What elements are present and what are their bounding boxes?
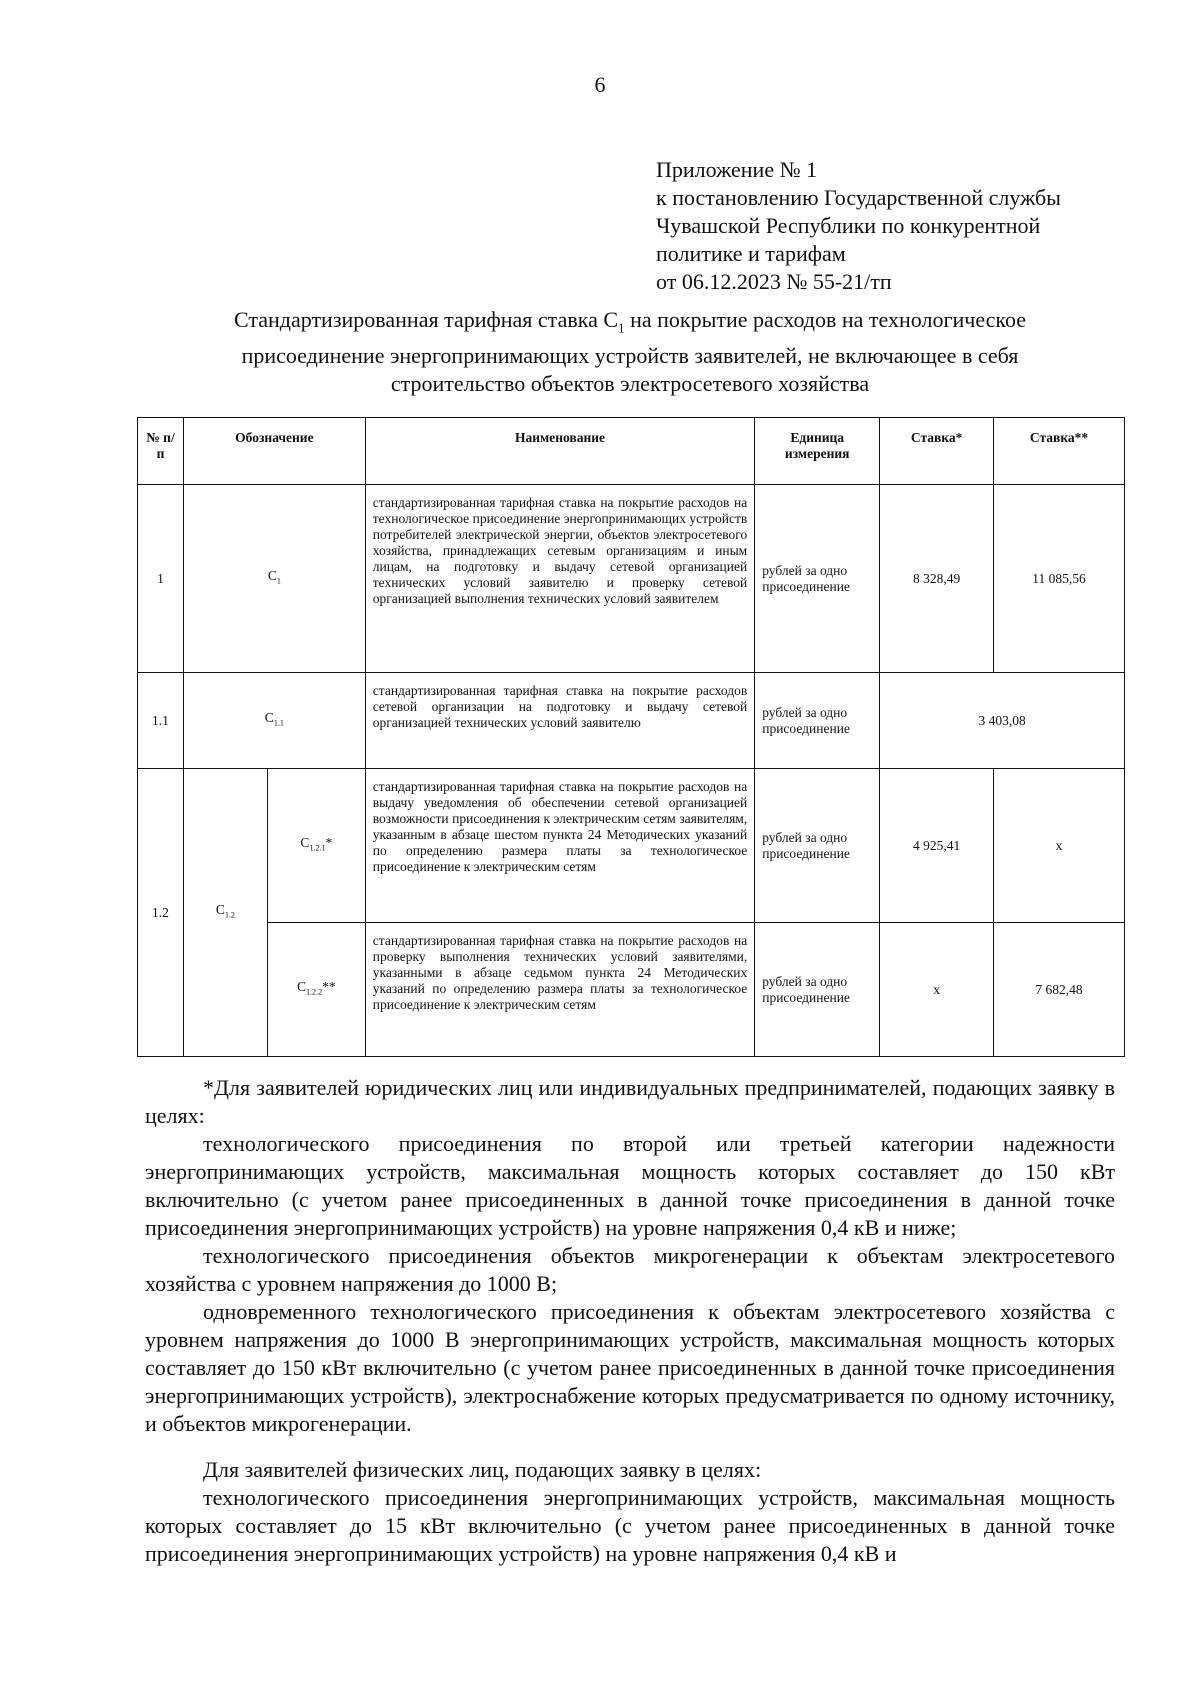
row-unit: рублей за одно присоединение bbox=[755, 485, 880, 673]
page-number: 6 bbox=[594, 72, 606, 97]
row-name: стандартизированная тарифная ставка на покрытие расходов сетевой организации на подготовку и выдачу сетевой организацией технических условий заявителю bbox=[365, 673, 754, 769]
row-num: 1.2 bbox=[138, 769, 184, 1057]
row-rate-1: 4 925,41 bbox=[880, 769, 994, 923]
header-name: Наименование bbox=[365, 418, 754, 485]
header-rate-1: Ставка* bbox=[880, 418, 994, 485]
title-line-2: присоединение энергопринимающих устройств заявителей, не включающее в себя bbox=[241, 343, 1019, 369]
table-row bbox=[138, 923, 1125, 1057]
appendix-header bbox=[656, 156, 1061, 296]
row-designation: $С_{1.2}$ bbox=[183, 769, 267, 1057]
row-rate-merged: 3 403,08 bbox=[880, 673, 1125, 769]
row-rate-2: 11 085,56 bbox=[994, 485, 1125, 673]
row-rate-2: 7 682,48 bbox=[994, 923, 1125, 1057]
table-row bbox=[138, 673, 1125, 769]
header-designation: Обозначение bbox=[183, 418, 365, 485]
appendix-line: к постановлению Государственной службы bbox=[656, 185, 1061, 210]
row-designation: $С_1$ bbox=[183, 485, 365, 673]
row-unit: рублей за одно присоединение bbox=[755, 769, 880, 923]
table-header-row bbox=[138, 418, 1125, 485]
appendix-line: Чувашской Республики по конкурентной bbox=[656, 213, 1041, 238]
row-name: стандартизированная тарифная ставка на покрытие расходов на проверку выполнения технических условий заявителями, указанными в абзаце седьмом пункта 24 Методических указаний по определению размера платы за технологическое присоединение к электрическим сетям bbox=[365, 923, 754, 1057]
row-subdesignation: $С_{1.2.2}**$ bbox=[267, 923, 365, 1057]
row-rate-2: x bbox=[994, 769, 1125, 923]
note-paragraph: технологического присоединения по второй или третьей категории надежности энергопринимающих устройств, максимальная мощность которых составляет до 150 кВт включительно (с учетом ранее присоединенных в данной точке присоединения в данной точке присоединения энергопринимающих устройств) на уровне напряжения 0,4 кВ и ниже; bbox=[145, 1131, 1115, 1240]
table-row bbox=[138, 769, 1125, 923]
header-unit: Единица измерения bbox=[755, 418, 880, 485]
table-row bbox=[138, 485, 1125, 673]
footnotes bbox=[145, 1074, 1115, 1568]
note-paragraph: Для заявителей физических лиц, подающих заявку в целях: bbox=[203, 1457, 762, 1482]
document-title bbox=[140, 306, 1120, 398]
header-num: № п/п bbox=[138, 418, 184, 485]
tariff-table bbox=[137, 417, 1125, 1057]
row-rate-1: x bbox=[880, 923, 994, 1057]
row-name: стандартизированная тарифная ставка на покрытие расходов на выдачу уведомления об обеспечении сетевой организацией возможности присоединения к электрическим сетям заявителям, указанным в абзаце шестом пункта 24 Методических указаний по определению размера платы за технологическое присоединение к электрическим сетям bbox=[365, 769, 754, 923]
row-num: 1.1 bbox=[138, 673, 184, 769]
row-name: стандартизированная тарифная ставка на покрытие расходов на технологическое присоединение энергопринимающих устройств потребителей электрической энергии, объектов электросетевого хозяйства, принадлежащих сетевым организациям и иным лицам, на подготовку и выдачу сетевой организацией технических условий заявителю и проверку сетевой организацией выполнения технических условий заявителем bbox=[365, 485, 754, 673]
row-subdesignation: $С_{1.2.1}*$ bbox=[267, 769, 365, 923]
row-unit: рублей за одно присоединение bbox=[755, 923, 880, 1057]
appendix-line: от 06.12.2023 № 55-21/тп bbox=[656, 269, 892, 294]
row-unit: рублей за одно присоединение bbox=[755, 673, 880, 769]
note-paragraph: одновременного технологического присоединения к объектам электросетевого хозяйства с уровнем напряжения до 1000 В энергопринимающих устройств, максимальная мощность которых составляет до 150 кВт включительно (с учетом ранее присоединенных в данной точке присоединения энергопринимающих устройств), электроснабжение которых предусматривается по одному источнику, и объектов микрогенерации. bbox=[145, 1299, 1115, 1436]
title-line-3: строительство объектов электросетевого хозяйства bbox=[390, 371, 870, 397]
note-paragraph: *Для заявителей юридических лиц или индивидуальных предпринимателей, подающих заявку в целях: bbox=[145, 1075, 1115, 1128]
header-rate-2: Ставка** bbox=[994, 418, 1125, 485]
note-paragraph: технологического присоединения энергопринимающих устройств, максимальная мощность которых составляет до 15 кВт включительно (с учетом ранее присоединенных в данной точке присоединения энергопринимающих устройств) на уровне напряжения 0,4 кВ и bbox=[145, 1485, 1115, 1566]
note-paragraph: технологического присоединения объектов микрогенерации к объектам электросетевого хозяйства с уровнем напряжения до 1000 В; bbox=[145, 1243, 1115, 1296]
appendix-line: Приложение № 1 bbox=[656, 157, 818, 182]
row-rate-1: 8 328,49 bbox=[880, 485, 994, 673]
row-num: 1 bbox=[138, 485, 184, 673]
title-line-1: Стандартизированная тарифная ставка $С_1$ на покрытие расходов на технологическое bbox=[233, 307, 1027, 336]
appendix-line: политике и тарифам bbox=[656, 241, 846, 266]
row-designation: $С_{1.1}$ bbox=[183, 673, 365, 769]
